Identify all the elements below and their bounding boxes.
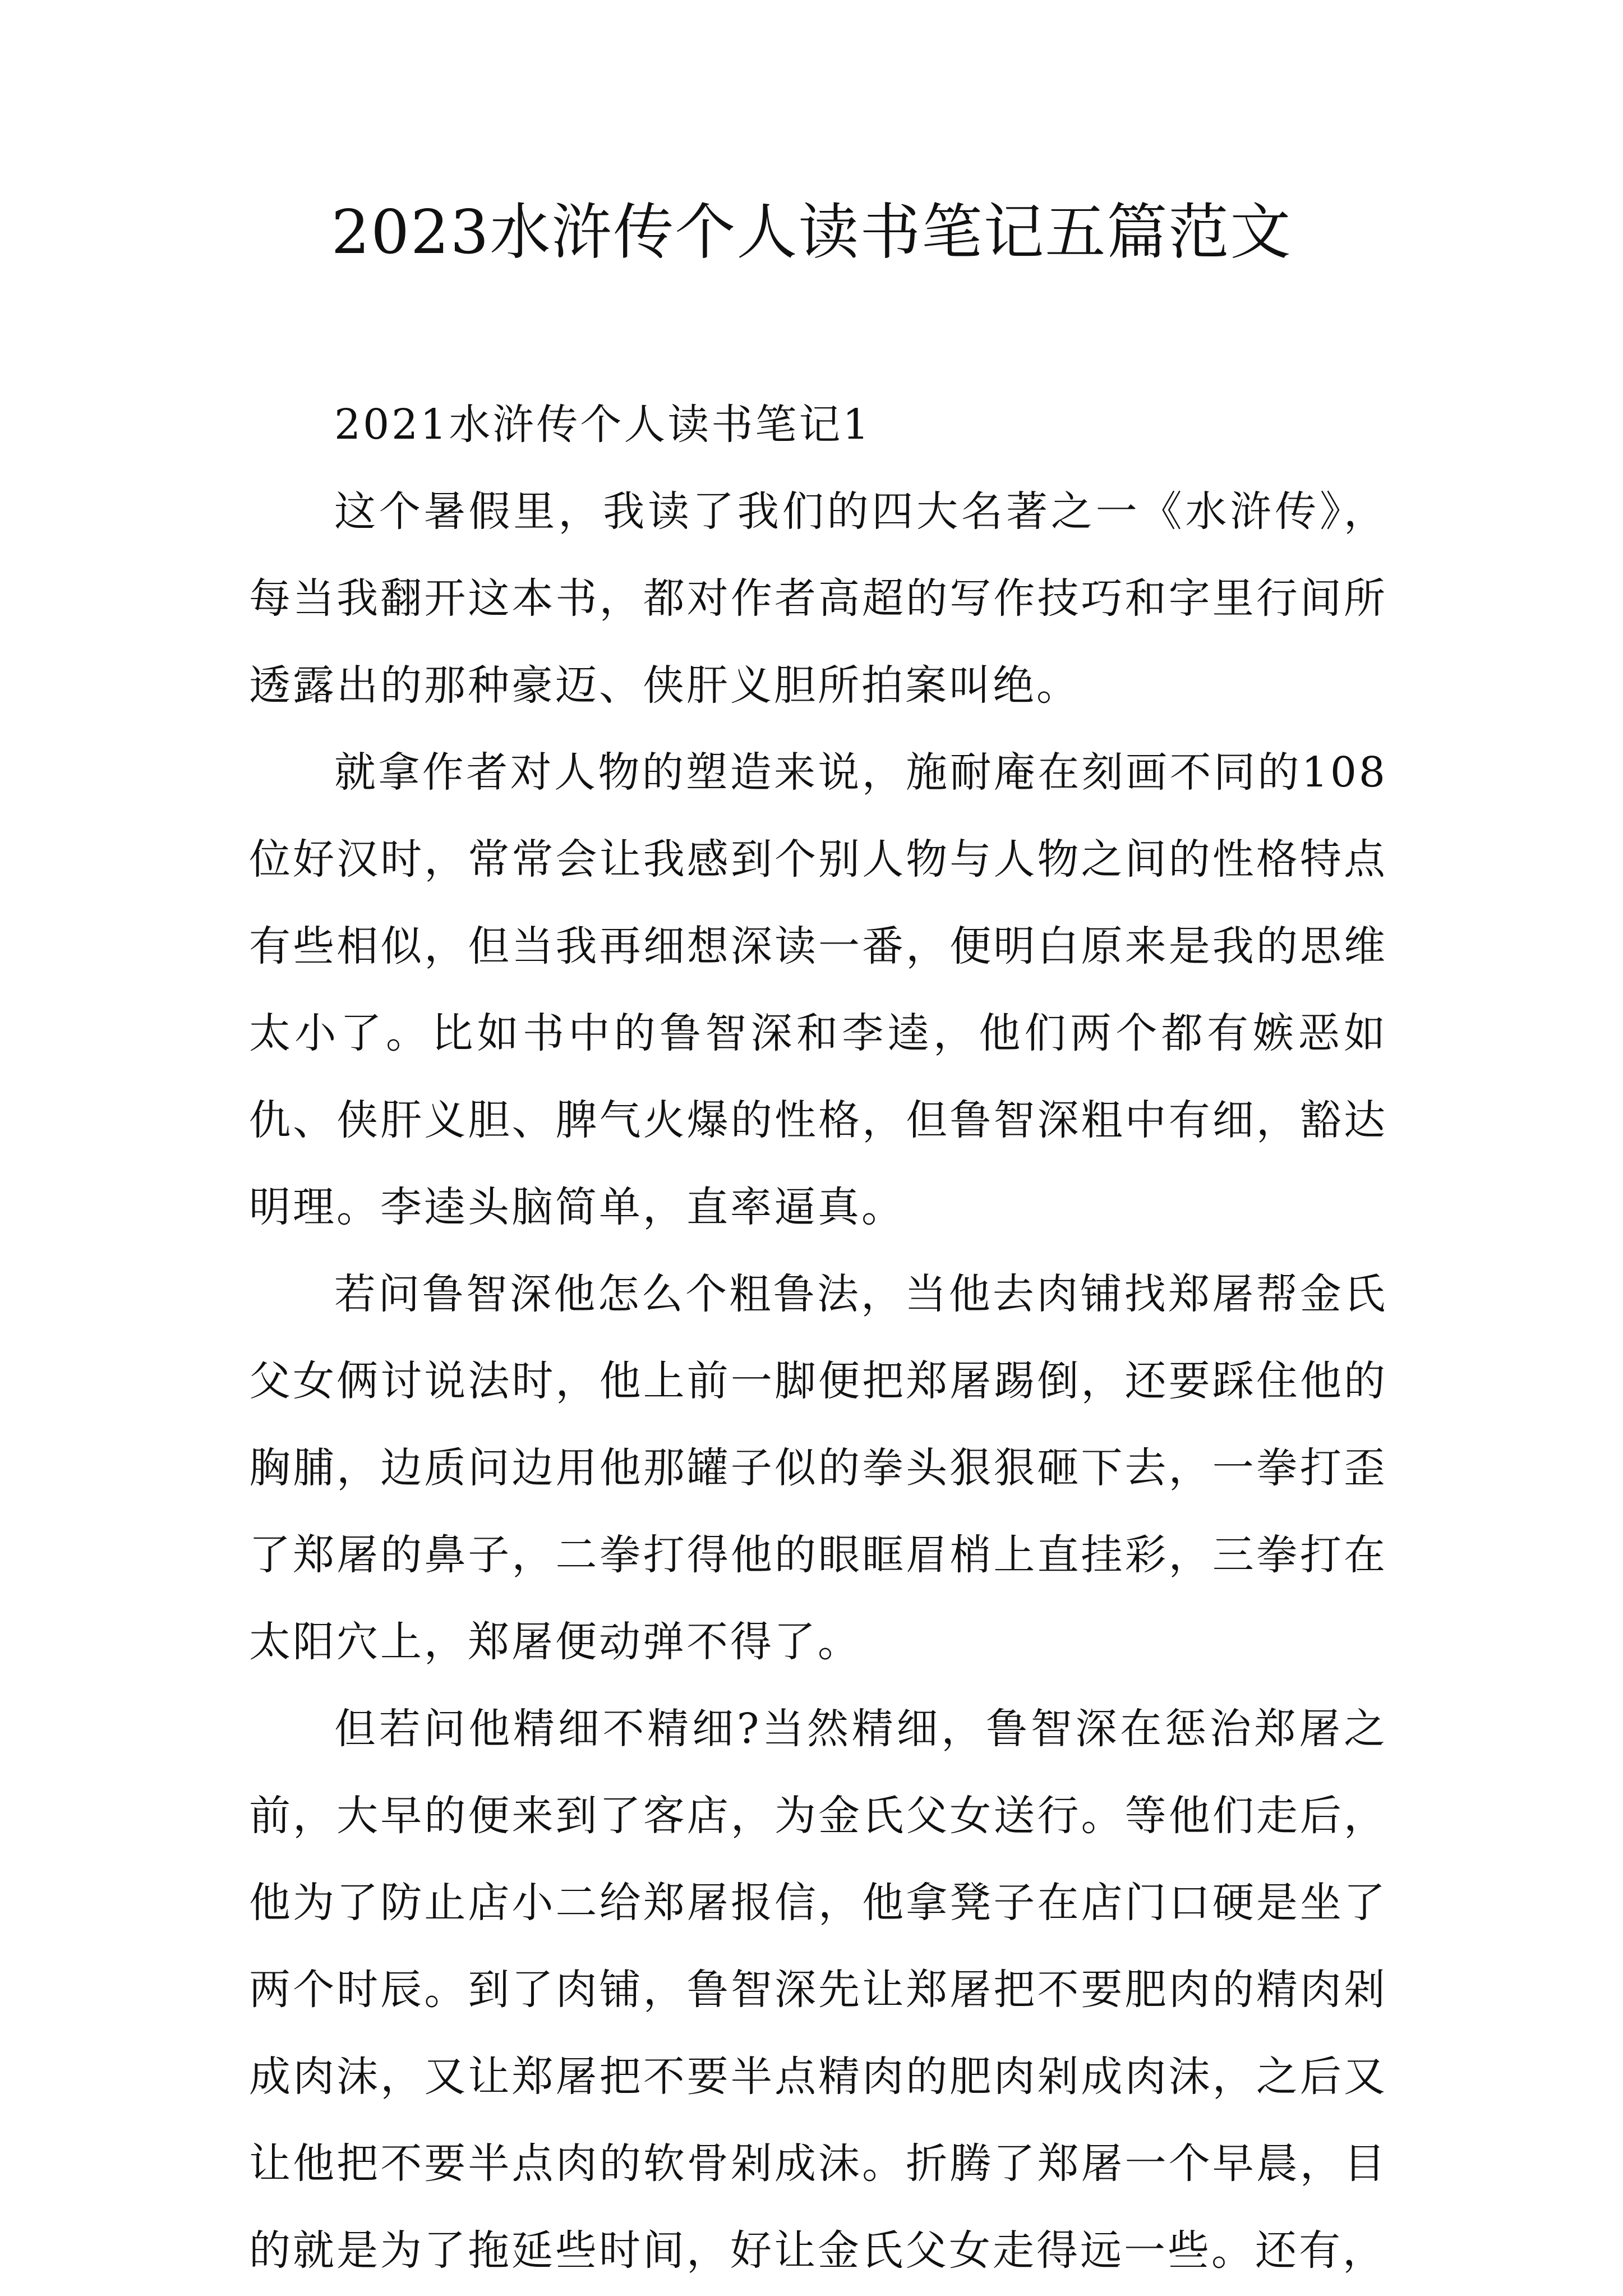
section-heading: 2021水浒传个人读书笔记1	[334, 401, 872, 449]
body-paragraph: 就拿作者对人物的塑造来说，施耐庵在刻画不同的108位好汉时，常常会让我感到个别人物与人物之间的性格特点有些相似，但当我再细想深读一番，便明白原来是我的思维太小了。比如书中的鲁智深和李逵，他们两个都有嫉恶如仇、侠肝义胆、脾气火爆的性格，但鲁智深粗中有细，豁达明理。李逵头脑简单，直率逼真。	[249, 748, 1387, 1231]
body-paragraph: 若问鲁智深他怎么个粗鲁法，当他去肉铺找郑屠帮金氏父女俩讨说法时，他上前一脚便把郑屠踢倒，还要踩住他的胸脯，边质问边用他那罐子似的拳头狠狠砸下去，一拳打歪了郑屠的鼻子，二拳打得他的眼眶眉梢上直挂彩，三拳打在太阳穴上，郑屠便动弹不得了。	[249, 1270, 1387, 1666]
document-title: 2023水浒传个人读书笔记五篇范文	[331, 197, 1292, 268]
document-body	[249, 381, 1387, 2294]
body-paragraph: 这个暑假里，我读了我们的四大名著之一《水浒传》，每当我翻开这本书，都对作者高超的写作技巧和字里行间所透露出的那种豪迈、侠肝义胆所拍案叫绝。	[249, 487, 1387, 710]
body-paragraph: 但若问他精细不精细?当然精细，鲁智深在惩治郑屠之前，大早的便来到了客店，为金氏父女送行。等他们走后，他为了防止店小二给郑屠报信，他拿凳子在店门口硬是坐了两个时辰。到了肉铺，鲁智深先让郑屠把不要肥肉的精肉剁成肉沫，又让郑屠把不要半点精肉的肥肉剁成肉沫，之后又让他把不要半点肉的软骨剁成沫。折腾了郑屠一个早晨，目的就是为了拖延些时间，好让金氏父女走得远一些。还有，	[249, 1705, 1387, 2275]
